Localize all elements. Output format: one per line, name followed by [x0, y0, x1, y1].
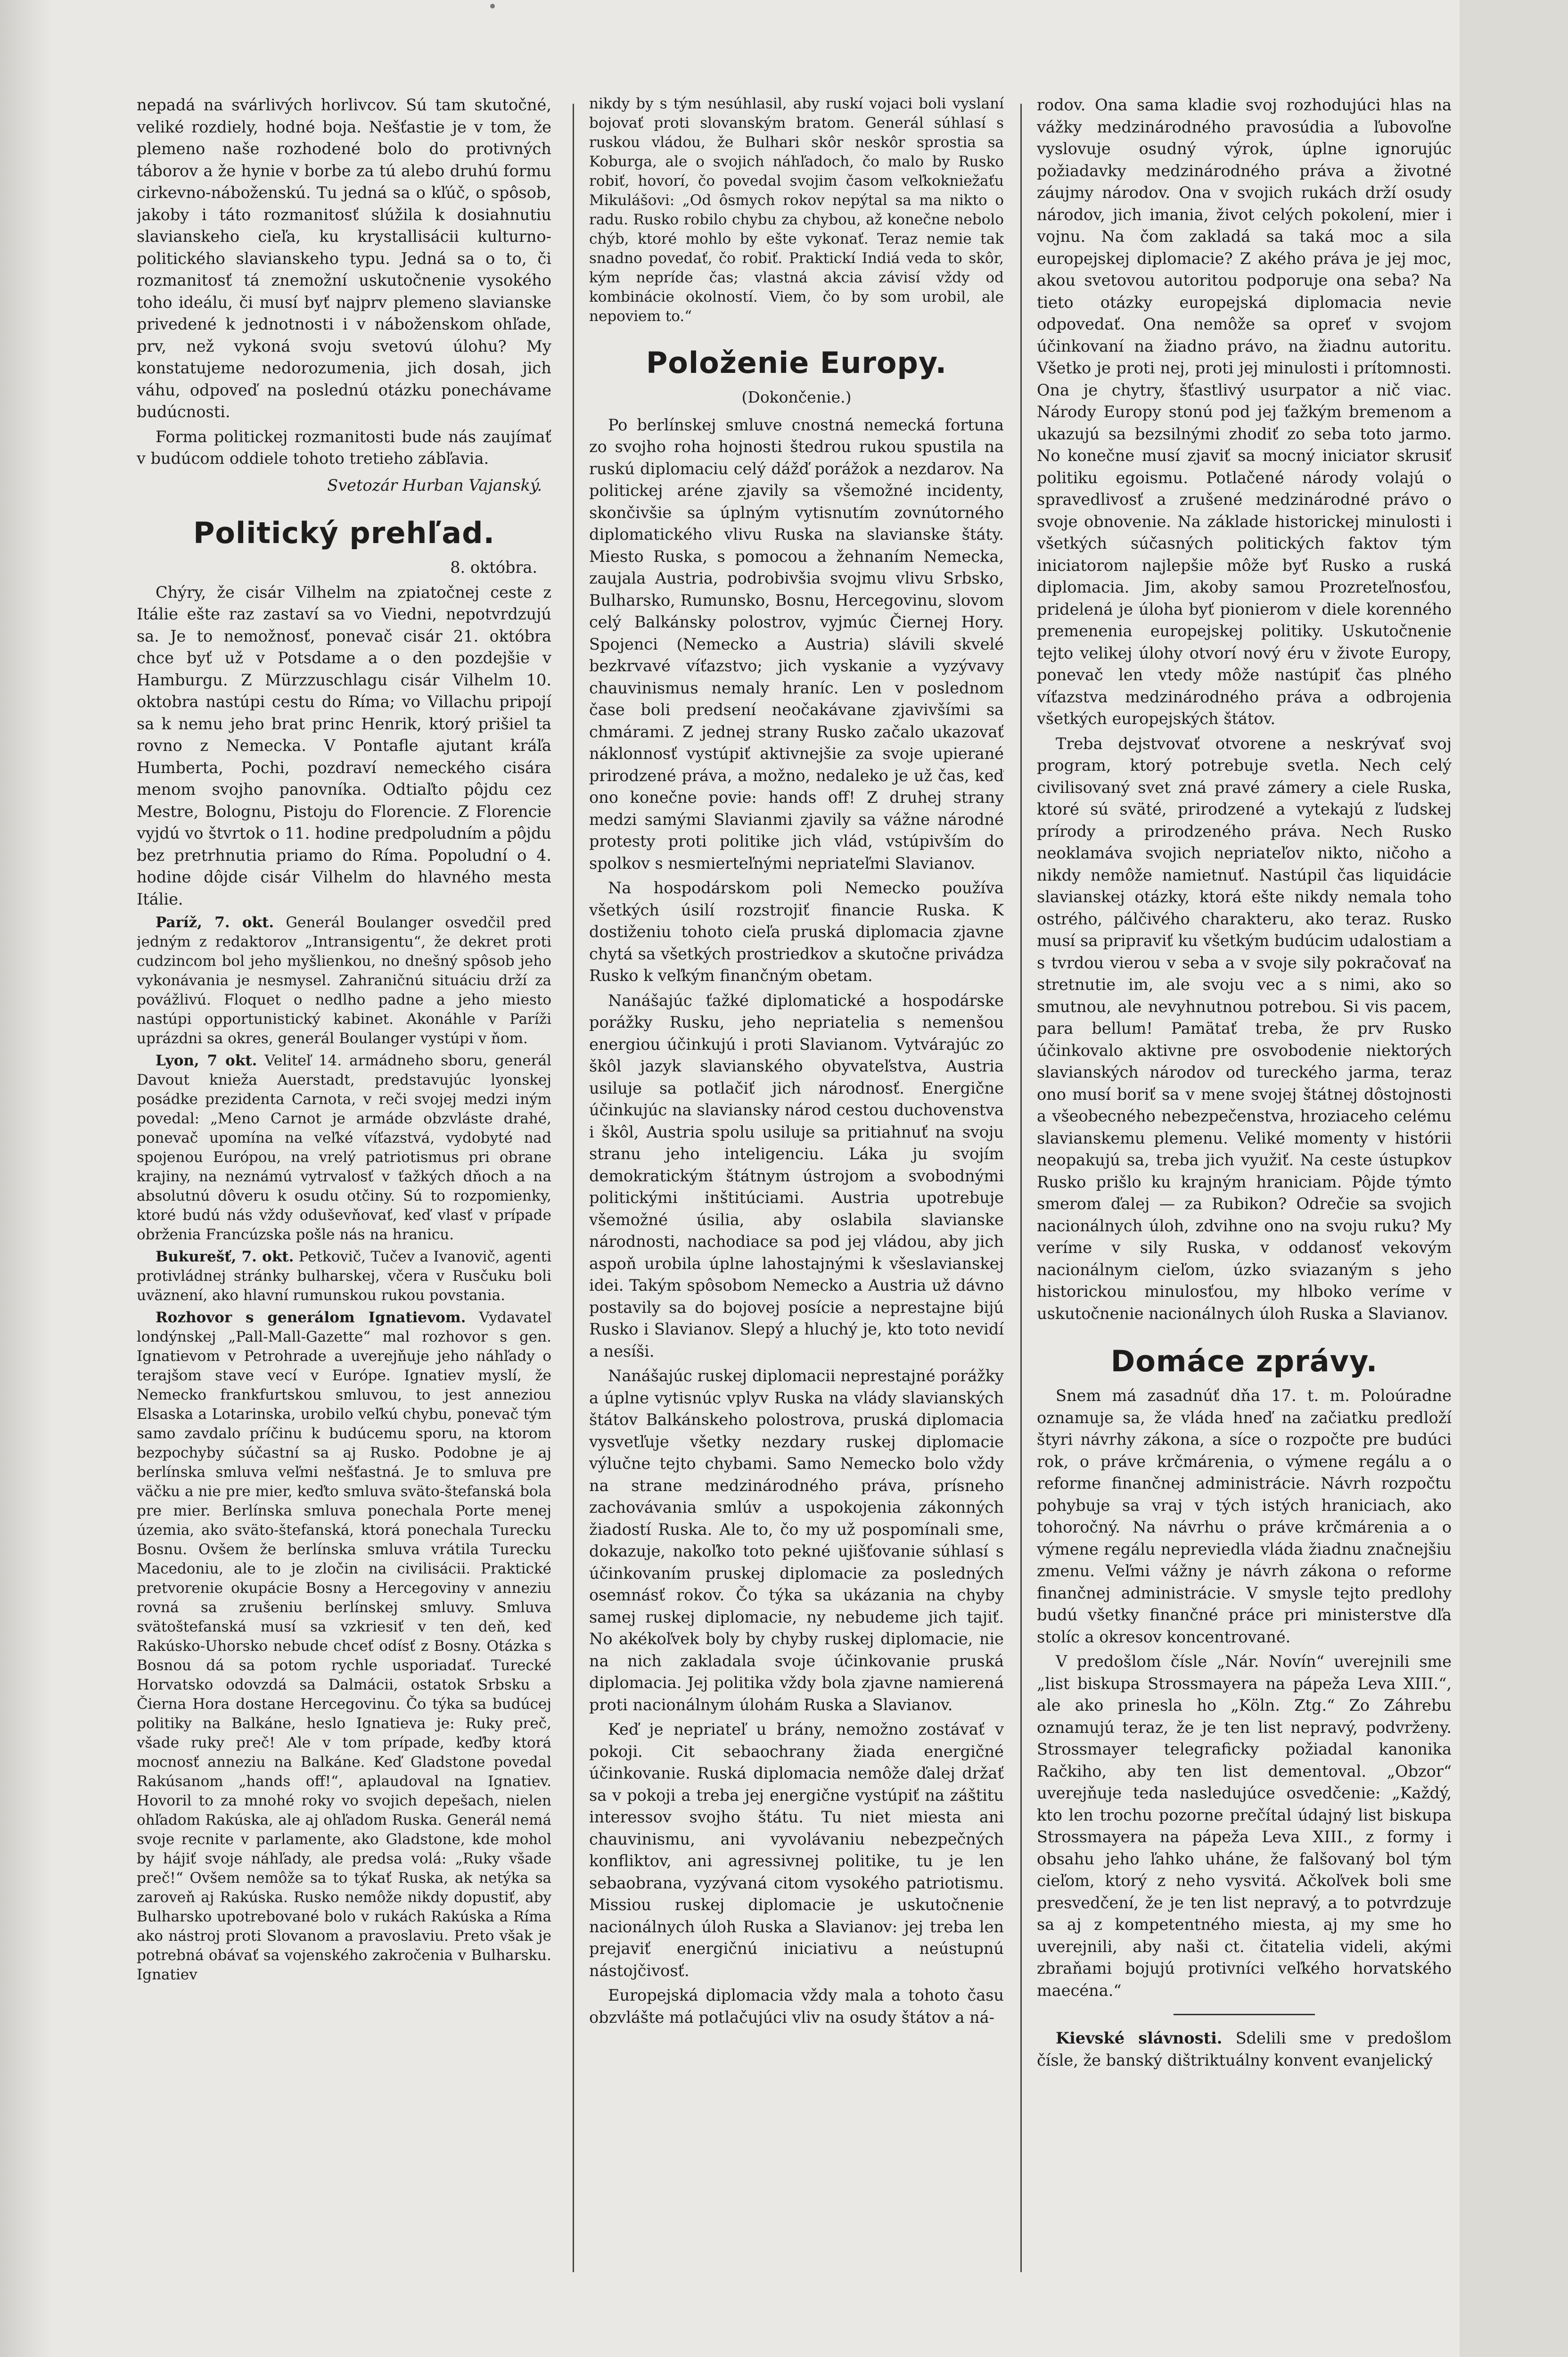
continued-text: nikdy by s tým nesúhlasil, aby ruskí vojaci boli vyslaní bojovať proti slovanským bratom. Generál súhlasí s ruskou vládou, že Bulhari skôr neskôr sprostia sa Koburga, ale o svojich náhľadoch, čo malo by Rusko robiť, hovorí, čo povedal svojim časom veľkokniežaťu Mikulášovi: „Od ôsmych rokov nepýtal sa ma nikto o radu. Rusko robilo chybu za chybou, až konečne nebolo chýb, ktoré mohlo by ešte vykonať. Teraz nemie tak snadno povedať, čo robiť. Praktickí Indiá veda to skôr, kým nepríde čas; vlastná akcia závisí vždy od kombinácie okolností. Viem, čo by som urobil, ale nepoviem to.“	[589, 95, 1004, 325]
newspaper-page	[137, 94, 1452, 2282]
dateline: 8. októbra.	[450, 558, 537, 577]
domestic-paragraph: Snem má zasadnúť dňa 17. t. m. Poloúradne oznamuje sa, že vláda hneď na začiatku predloží štyri návrhy zákona, a síce o rozpočte pre budúci rok, o práve krčmárenia, o výmene regálu a o reforme finančnej administrácie. Návrh rozpočtu pohybuje sa vraj v tých istých hraniciach, ako tohoročný. Na návrhu o práve krčmárenia a o výmene regálu nepreviedla vláda žiadnu značnejšiu zmenu. Veľmi vážny je návrh zákona o reforme finančnej administrácie. V smysle tejto predlohy budú všetky finančné práce pri ministerstve dľa stolíc a okresov koncentrované.	[1037, 1386, 1452, 1646]
news-text: Vydavateľ londýnskej „Pall-Mall-Gazette“ mal rozhovor s gen. Ignatievom v Petrohrade a uverejňuje jeho náhľady o terajšom stave vecí v Európe. Ignatiev myslí, že Nemecko frankfurtskou smluvou, to jest anneziou Elsaska a Lotarinska, urobilo veľkú chybu, ponevač tým samo zavdalo príčinu k budúcemu sporu, na ktorom bezpochyby súčastní sa aj Rusko. Podobne je aj berlínska smluva veľmi nešťastná. Je to smluva pre väčku a nie pre mier, keďto smluva sväto-štefanská bola pre mier. Berlínska smluva ponechala Porte menej územia, ako sväto-štefanská, ktorá ponechala Turecku Bosnu. Ovšem že berlínska smluva vrátila Turecku Macedoniu, ale to je zločin na civilisácii. Praktické pretvorenie okupácie Bosny a Hercegoviny v anneziu rovná sa zrušeniu berlínskej smluvy. Smluva svätoštefanská musí sa vzkriesiť v ten deň, keď Rakúsko-Uhorsko nebude chceť odísť z Bosny. Otázka s Bosnou dá sa potom rychle usporiadať. Turecké Horvatsko odovzdá sa Dalmácii, ostatok Srbsku a Čierna Hora dostane Hercegovinu. Čo týka sa budúcej politiky na Balkáne, heslo Ignatieva je: Ruky preč, všade ruky preč! Ale v tom prípade, keďby ktorá mocnosť anneziu na Balkáne. Keď Gladstone povedal Rakúsanom „hands off!“, aplaudoval na Ignatiev. Hovoril to za mnohé roky vo svojich depešach, nielen ohľadom Rakúska, ale aj ohľadom Ruska. Generál nemá svoje recnite v parlamente, ako Gladstone, kde mohol by hájiť svoje náhľady, ale predsa volá: „Ruky všade preč!“ Ovšem nemôže sa to týkať Ruska, ak netýka sa zaroveň aj Rakúska. Rusko nemôže nikdy dopustiť, aby Bulharsko upotrebované bolo v rukách Rakúska a Ríma ako nástroj proti Slovanom a pravoslaviu. Preto však je potrebná obávať sa vojenského zakročenia v Bulharsku. Ignatiev	[137, 1309, 551, 1983]
column-3	[1037, 94, 1452, 2282]
section-title-domestic: Domáce zprávy.	[1110, 1344, 1378, 1378]
intro-paragraph: Forma politickej rozmanitosti bude nás zaujímať v budúcom oddiele tohoto tretieho zábľavia.	[137, 427, 551, 468]
scan-shadow	[0, 0, 52, 2357]
article-paragraph: Nanášajúc ťažké diplomatické a hospodárske porážky Rusku, jeho nepriatelia s nemenšou energiou účinkujú i proti Slavianom. Vytvárajúc zo škôl jazyk slavianského obyvateľstva, Austria usiluje sa potlačiť jich národnosť. Energične účinkujúc na slaviansky národ cestou duchovenstva i škôl, Austria spolu usiluje sa pritiahnuť na svoju stranu jeho inteligenciu. Láka ju svojím demokratickým štátnym ústrojom a svobodnými politickými inštitúciami. Austria upotrebuje všemožné úsilia, aby oslabila slavianske národnosti, nachodiace sa pod jej vládou, aby jich aspoň urobila úplne lahostajnými k všeslavianskej idei. Takým spôsobom Nemecko a Austria už dávno postavily sa do bojovej posície a neprestajne bijú Rusko i Slavianov. Slepý a hluchý je, kto toto nevidí a nesíši.	[589, 991, 1004, 1360]
news-text: Generál Boulanger osvedčil pred jedným z redaktorov „Intransigentu“, že dekret proti cudzincom bol jeho myšlienkou, no dnešný spôsob jeho vykonávania je nesmysel. Zahraničnú situáciu drží za povážlivú. Floquet o nedlho padne a jeho miesto nastúpi opportunistický kabinet. Akonáhle v Paríži uprázdni sa okres, generál Boulanger vystúpi v ňom.	[137, 914, 551, 1047]
article-paragraph: Na hospodárskom poli Nemecko používa všetkých úsilí rozstrojiť financie Ruska. K dostiženiu tohoto cieľa pruská diplomacia zjavne chytá sa všetkých prostriedkov a skutočne privádza Rusko k veľkým finančným obetam.	[589, 879, 1004, 985]
column-rule	[573, 104, 574, 2272]
scan-mark	[490, 4, 495, 8]
article-paragraph: Po berlínskej smluve cnostná nemecká fortuna zo svojho roha hojnosti štedrou rukou spustila na ruskú diplomaciu celý dážď porážok a nezdarov. Na politickej aréne zjavily sa všemožné incidenty, skončivšie sa úplným vytisnutím zovnútorného diplomatického vlivu Ruska na slavianske štáty. Miesto Ruska, s pomocou a žehnaním Nemecka, zaujala Austria, podrobivšia svojmu vlivu Srbsko, Bulharsko, Rumunsko, Bosnu, Hercegovinu, slovom celý Balkánsky polostrov, vyjmúc Čiernej Hory. Spojenci (Nemecko a Austria) slávili skvelé bezkrvavé víťazstvo; jich vyskanie a vyzývavy chauvinismus nemaly hraníc. Len v poslednom čase boli predsení neočakávane zjavivšími sa chmárami. Z jednej strany Rusko začalo ukazovať náklonnosť vystúpiť aktivnejšie za svoje upierané prirodzené práva, a možno, nedaleko je už čas, keď ono konečne povie: hands off! Z druhej strany medzi samými Slavianmi zjavily sa vážne národné protesty proti politike jich vlád, vstúpivším do spolkov s nesmierteľnými nepriateľmi Slavianov.	[589, 415, 1004, 873]
article-paragraph: Treba dejstvovať otvorene a neskrývať svoj program, ktorý potrebuje svetla. Nech celý civilisovaný svet zná pravé zámery a ciele Ruska, ktoré sú sväté, prirodzené a vytekajú z ľudskej prírody a prirodzeného práva. Nech Rusko neoklamáva svojich nepriateľov nikto, ničoho a nikdy nemôže namietnuť. Nastúpil čas liquidácie slavianskej otázky, ktorá ešte nikdy nemala toho ostrého, pálčivého charakteru, ako teraz. Rusko musí sa pripraviť ku všetkým budúcim udalostiam a s tvrdou vierou v seba a v svoje sily pokračovať na stretnutie im, ale svoju vec a s nimi, ako so smutnou, ale nevyhnutnou potrebou. Si vis pacem, para bellum! Pamätať treba, že prv Rusko účinkovalo aktivne pre osvobodenie niektorých slavianských národov od tureckého jarma, teraz ono musí boriť sa v mene svojej štátnej dôstojnosti a všeobecného nebezpečenstva, hroziaceho celému slavianskemu plemenu. Veliké momenty v histórii neopakujú sa, treba jich využiť. Na ceste ústupkov Rusko prišlo ku krajným hraniciam. Pôjde týmto smerom ďalej — za Rubikon? Odrečie sa svojich nacionálnych úloh, zdvihne ono na svoju ruku? My veríme v sily Ruska, v oddanosť vekovým nacionálnym cieľom, úzko sviazaným s jeho historickou minulosťou, my hlboko veríme v uskutočnenie nacionálnych úloh Ruska a Slavianov.	[1037, 734, 1452, 1323]
news-paragraph: Chýry, že cisár Vilhelm na zpiatočnej ceste z Itálie ešte raz zastaví sa vo Viedni, nepotvrdzujú sa. Je to nemožnosť, ponevač cisár 21. októbra chce byť už v Potsdame a o den pozdejšie v Hamburgu. Z Mürzzuschlagu cisár Vilhelm 10. oktobra nastúpi cestu do Ríma; vo Villachu pripojí sa k nemu jeho brat princ Henrik, ktorý prišiel ta rovno z Nemecka. V Pontafle ajutant kráľa Humberta, Pochi, pozdraví nemeckého cisára menom svojho panovníka. Odtiaľto pôjdu cez Mestre, Bolognu, Pistoju do Florencie. Z Florencie vyjdú vo štvrtok o 11. hodine predpoludním a pôjdu bez pretrhnutia priamo do Ríma. Popoludní o 4. hodine dôjde cisár Vilhelm do hlavného mesta Itálie.	[137, 583, 551, 908]
article-paragraph: Europejská diplomacia vždy mala a tohoto času obzvlášte má potlačujúci vliv na osudy štátov a ná-	[589, 1986, 1004, 2027]
closing-item	[1037, 2027, 1452, 2071]
news-text: Veliteľ 14. armádneho sboru, generál Davout knieža Auerstadt, predstavujúc lyonskej posádke prezidenta Carnota, v reči svojej medzi iným povedal: „Meno Carnot je armáde obzvláste drahé, ponevač upomína na veľké víťazstvá, vydobyté nad spojenou Európou, na vrelý patriotismus pri obrane krajiny, na neznámú vytrvalosť v ťažkých dňoch a na absolutnú dôveru k osudu otčiny. Sú to rozpomienky, ktoré budú nás vždy oduševňovať, keď vlasť v prípade obrženia Francúzska pošle nás na hranicu.	[137, 1052, 551, 1243]
column-rule	[1020, 104, 1022, 2272]
intro-paragraph: nepadá na svárlivých horlivcov. Sú tam skutočné, veliké rozdiely, hodné boja. Nešťastie je v tom, že plemeno naše rozhodené bolo do protivných táborov a že hynie v borbe za tú alebo druhú formu cirkevno-náboženskú. Tu jedná sa o kľúč, o spôsob, jakoby i táto rozmanitosť slúžila k dosiahnutiu slavianskeho cieľa, ku krystallisácii kulturno-politického slavianskeho typu. Jedná sa o to, či rozmanitosť tá znemožní uskutočnenie vysokého toho ideálu, či musí byť najprv plemeno slavianske privedené k jednotnosti i v náboženskom ohľade, prv, než vykoná svoju svetovú úlohu? My konstatujeme nedorozumenia, jich dosah, jich váhu, odpoveď na poslednú otázku ponechávame budúcnosti.	[137, 96, 551, 421]
news-lead: Paríž, 7. okt.	[156, 914, 274, 931]
news-text: Petkovič, Tučev a Ivanovič, agenti protivládnej stránky bulharskej, včera v Rusčuku boli uväznení, ako hlavní rumunskou rukou povstania.	[137, 1248, 551, 1304]
news-item-bucharest	[137, 1247, 551, 1305]
news-item-lyon	[137, 1051, 551, 1244]
column-2	[589, 94, 1004, 2282]
news-lead: Bukurešť, 7. okt.	[156, 1248, 294, 1265]
section-title-politics: Politický prehľad.	[193, 516, 495, 550]
section-subtitle: (Dokončenie.)	[741, 388, 852, 406]
page-edge	[1460, 0, 1568, 2357]
news-lead: Rozhovor s generálom Ignatievom.	[156, 1309, 466, 1326]
news-lead: Kievské slávnosti.	[1056, 2029, 1223, 2047]
news-item-ignatiev	[137, 1308, 551, 1985]
domestic-paragraph: V predošlom čísle „Nár. Novín“ uverejnili sme „list biskupa Strossmayera na pápeža Leva XIII.“, ale ako prinesla ho „Köln. Ztg.“ Zo Záhrebu oznamujú teraz, že je ten list nepravý, podvrženy. Strossmayer telegraficky požiadal kanonika Račkiho, aby ten list dementoval. „Obzor“ uverejňuje teda nasledujúce osvedčenie: „Každý, kto len trochu pozorne prečítal údajný list biskupa Strossmayera na pápeža Leva XIII., z formy i obsahu jeho ľahko uháne, že falšovaný bol tým cieľom, ktorý z neho vysvitá. Ačkoľvek boli sme presvedčení, že je ten list nepravý, a to potvrdzuje sa aj z kompetentného miesta, aj my sme ho uverejnili, aby naši ct. čitatelia videli, akými zbraňami bojujú protivníci veľkého horvatského maecéna.“	[1037, 1652, 1452, 2000]
author-signature: Svetozár Hurban Vajanský.	[327, 476, 542, 494]
news-text: Sdelili sme v predošlom čísle, že banský dištriktuálny konvent evanjelický	[1037, 2029, 1452, 2069]
section-divider	[1174, 2014, 1315, 2015]
news-lead: Lyon, 7 okt.	[156, 1052, 257, 1069]
news-item-paris	[137, 913, 551, 1048]
article-paragraph: Nanášajúc ruskej diplomacii neprestajné porážky a úplne vytisnúc vplyv Ruska na vlády slavianských štátov Balkánskeho polostrova, pruská diplomacia vysvetľuje všetky nezdary ruskej diplomacie výlučne tejto chybami. Samo Nemecko bolo vždy na strane medzinárodného práva, prísneho zachovávania smlúv a uspokojenia zákonných žiadostí Ruska. Ale to, čo my už pospomínali sme, dokazuje, nakoľko toto pekné ujišťovanie súhlasí s účinkovaním pruskej diplomacie za posledných osemnásť rokov. Čo týka sa ukázania na chyby samej ruskej diplomacie, ny nebudeme jich tajiť. No akékoľvek boly by chyby ruskej diplomacie, nie na nich zakladala svoje účinkovanie pruská diplomacia. Jej politika vždy bola zjavne namierená proti nacionálnym úlohám Ruska a Slavianov.	[589, 1367, 1004, 1714]
article-paragraph: rodov. Ona sama kladie svoj rozhodujúci hlas na vážky medzinárodného pravosúdia a ľubovoľne vyslovuje osudný výrok, úplne ignorujúc požiadavky medzinárodného práva a životné záujmy národov. Ona v svojich rukách drží osudy národov, jich imania, život celých pokolení, mier i vojnu. Na čom zakladá sa taká moc a sila europejskej diplomacie? Z akého práva je jej moc, akou svetovou autoritou podporuje ona seba? Na tieto otázky europejská diplomacia nevie odpovedať. Ona nemôže sa opreť v svojom účinkovaní na žiadno právo, na žiadnu autoritu. Všetko je proti nej, proti jej minulosti i prítomnosti. Ona je chytry, šťastlivý usurpator a nič viac. Národy Europy stonú pod jej ťažkým bremenom a ukazujú sa bezsilnými zhodiť zo seba toto jarmo. No konečne musí zjaviť sa mocný iniciator skrusiť politiku egoismu. Potlačené národy volajú o spravedlivosť a zrušené medzinárodné právo o svoje obnovenie. Na základe historickej minulosti i všetkých súčasných politických faktov tým iniciatorom najlepšie môže byť Rusko a ruská diplomacia. Jim, akoby samou Prozreteľnosťou, pridelená je úloha byť pionierom v diele korenného premenenia europejskej politiky. Uskutočnenie tejto velikej úlohy otvorí nový éru v živote Europy, ponevač len vtedy môže nastúpiť čas plného víťazstva medzinárodného práva a odbrojenia všetkých europejských štátov.	[1037, 96, 1452, 728]
column-1	[137, 94, 551, 2282]
article-paragraph: Keď je nepriateľ u brány, nemožno zostávať v pokoji. Cit sebaochrany žiada energičné účinkovanie. Ruská diplomacia nemôže ďalej držať sa v pokoji a treba jej energične vystúpiť na záštitu interessov svojho štátu. Tu niet miesta ani chauvinismu, ani vyvolávaniu nebezpečných konfliktov, ani agressivnej politike, tu je len sebaobrana, vyzývaná citom vysokého patriotismu. Missiou ruskej diplomacie je uskutočnenie nacionálnych úloh Ruska a Slavianov: jej treba len prejaviť energičnú iniciativu a neústupnú nástojčivosť.	[589, 1720, 1004, 1980]
section-title-europe: Položenie Europy.	[646, 346, 947, 380]
